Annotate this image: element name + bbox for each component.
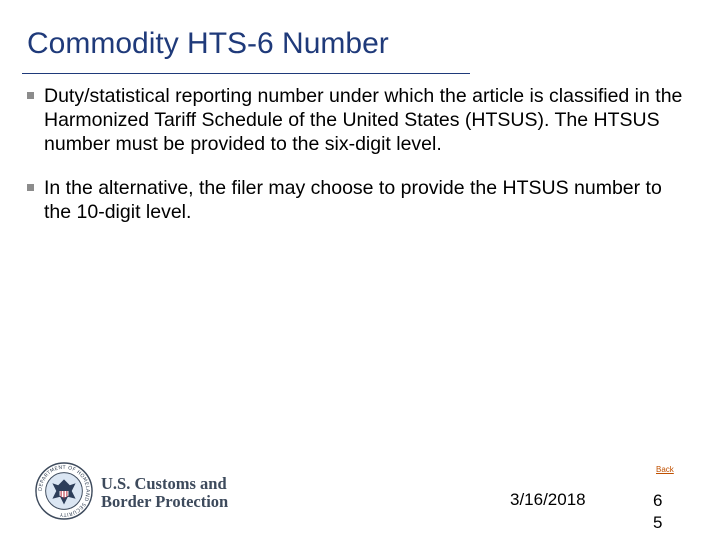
slide-number-digit: 6 — [653, 491, 663, 510]
agency-name-line1: U.S. Customs and — [101, 474, 227, 493]
dhs-seal-icon — [35, 462, 93, 520]
bullet-item — [27, 176, 687, 224]
slide-number-digit: 5 — [653, 513, 663, 532]
title-underline — [22, 73, 470, 74]
bullet-text: In the alternative, the filer may choose to provide the HTSUS number to the 10-digit level. — [44, 177, 662, 223]
back-link[interactable]: Back — [656, 465, 674, 474]
bullet-text: Duty/statistical reporting number under which the article is classified in the Harmonized Tariff Schedule of the United States (HTSUS). The HTSUS number must be provided to the six-digit level. — [44, 85, 683, 155]
slide-date: 3/16/2018 — [510, 490, 586, 509]
slide-number — [653, 490, 665, 534]
bullet-list — [27, 84, 687, 224]
slide-title: Commodity HTS-6 Number — [27, 27, 389, 60]
agency-name — [101, 475, 228, 511]
square-bullet-icon — [27, 92, 34, 99]
square-bullet-icon — [27, 184, 34, 191]
agency-name-line2: Border Protection — [101, 492, 229, 511]
bullet-item — [27, 84, 687, 156]
seal-text: DEPARTMENT OF HOMELAND SECURITY — [37, 464, 91, 518]
